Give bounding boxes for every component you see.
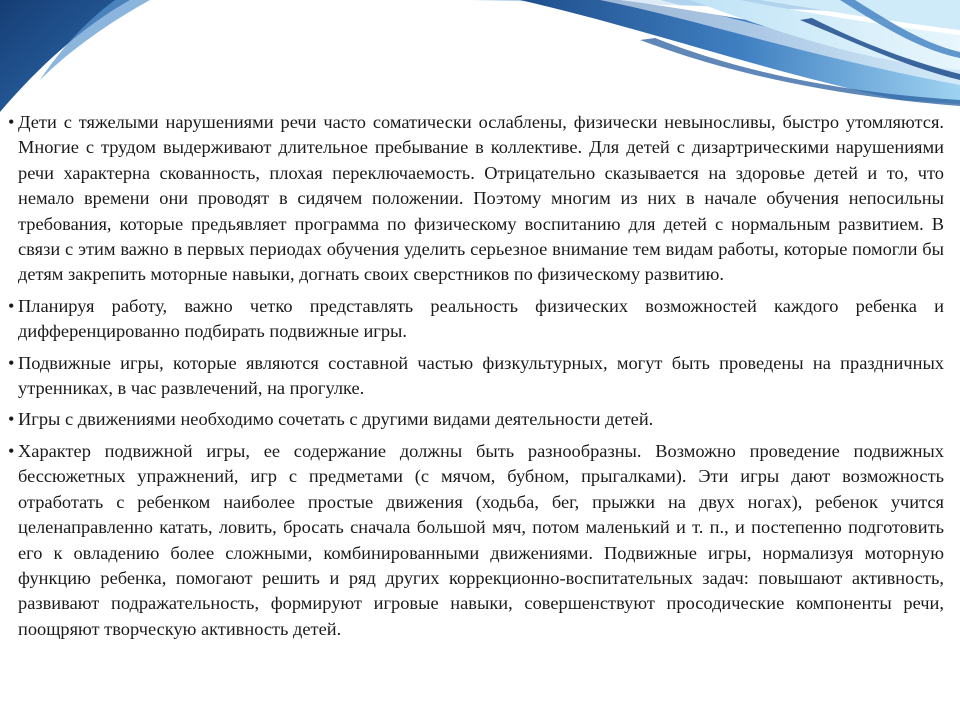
bullet-item: • Игры с движениями необходимо сочетать с другими видами деятельности детей. xyxy=(8,407,944,432)
bullet-item: • Планируя работу, важно четко представлять реальность физических возможностей каждого ребенка и дифференцированно подбирать подвижные игры. xyxy=(8,294,944,345)
bullet-item: • Характер подвижной игры, ее содержание должны быть разнообразны. Возможно проведение подвижных бессюжетных упражнений, игр с предметами (с мячом, бубном, прыгалками). Эти игры дают возможность отработать с ребенком наиболее простые движения (ходьба, бег, прыжки на двух ногах), ребенок учится целенаправленно катать, ловить, бросать сначала большой мяч, потом маленький и т. п., и постепенно подготовить его к овладению более сложными, комбинированными движениями. Подвижные игры, нормализуя моторную функцию ребенка, помогают решить и ряд других коррекционно-воспитательных задач: повышают активность, развивают подражательность, формируют игровые навыки, совершенствуют просодические компоненты речи, поощряют творческую активность детей. xyxy=(8,439,944,642)
bullet-list xyxy=(8,110,944,648)
header-wave-decoration xyxy=(0,0,960,115)
bullet-item: • Подвижные игры, которые являются составной частью физкультурных, могут быть проведены на праздничных утренниках, в час развлечений, на прогулке. xyxy=(8,351,944,402)
bullet-item: • Дети с тяжелыми нарушениями речи часто соматически ослаблены, физически невыносливы, быстро утомляются. Многие с трудом выдерживают длительное пребывание в коллективе. Для детей с дизартрическими нарушениями речи характерна скованность, плохая переключаемость. Отрицательно сказывается на здоровье детей и то, что немало времени они проводят в сидячем положении. Поэтому многим из них в начале обучения непосильны требования, которые предьявляет программа по физическому воспитанию для детей с нормальным развитием. В связи с этим важно в первых периодах обучения уделить серьезное внимание тем видам работы, которые помогли бы детям закрепить моторные навыки, догнать своих сверстников по физическому развитию. xyxy=(8,110,944,288)
